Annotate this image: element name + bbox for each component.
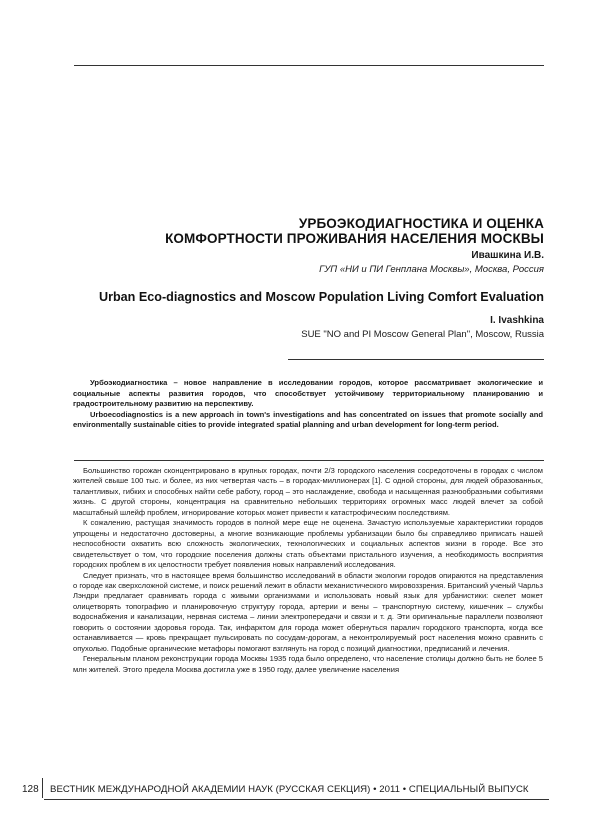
affiliation-en: SUE "NO and PI Moscow General Plan", Moscow, Russia bbox=[301, 329, 544, 340]
paragraph-4: Генеральным планом реконструкции города Москвы 1935 года было определено, что население столицы должно быть не более 5 млн жителей. Этого предела Москва достигла уже в 1950 году, далее увеличение населения bbox=[73, 654, 543, 674]
paragraph-1: Большинство горожан сконцентрировано в крупных городах, почти 2/3 городского населения сосредоточены в городах с числом жителей свыше 100 тыс. и более, из них четвертая часть – в городах-миллионерах [1]. С одной стороны, для людей образованных, талантливых, гибких и способных найти себе работу, город – это наслаждение, свобода и насыщенная разнообразными событиями жизнь. С другой стороны, концентрация на сравнительно небольших территориях огромных масс людей влечет за собой масштабный шлейф проблем, игнорирование которых может привести к катастрофическим последствиям. bbox=[73, 466, 543, 517]
abstract bbox=[73, 378, 543, 431]
footer-divider bbox=[42, 778, 43, 798]
abstract-rule bbox=[74, 460, 544, 461]
header-rule bbox=[288, 359, 544, 360]
author-ru: Ивашкина И.В. bbox=[471, 250, 544, 261]
abstract-en: Urboecodiagnostics is a new approach in town's investigations and has concentrated on issues that promote socially and environmentally sustainable cities to provide integrated spatial planning and urban development for long-term period. bbox=[73, 409, 543, 430]
paragraph-3: Следует признать, что в настоящее время большинство исследований в области экологии городов опираются на представления о городе как сверхсложной системе, и поиск решений лежит в области механистического мировоззрения. Британский ученый Чарльз Лэндри предлагает сравнивать города с живыми организмами и использовать новый язык для урбанистики: скелет может олицетворять топографию и планировочную структуру города, артерии и вены – транспортную систему, кишечник – службы водоснабжения и канализации, нервная система – линии электропередачи и связи и т. д. Эти оригинальные параллели позволяют говорить о состоянии здоровья города. Так, инфарктом для города может обернуться паралич городского транспорта, когда все останавливается — кровь прекращает пульсировать по сосудам-дорогам, а неконтролируемый рост населения можно сравнить с опухолью. Подобные органические метафоры помогают взглянуть на город с позиций диагностики, предписаний и лечения. bbox=[73, 570, 543, 653]
title-ru-line2: КОМФОРТНОСТИ ПРОЖИВАНИЯ НАСЕЛЕНИЯ МОСКВЫ bbox=[165, 231, 544, 246]
article-title-en: Urban Eco-diagnostics and Moscow Population Living Comfort Evaluation bbox=[98, 290, 544, 304]
journal-name: ВЕСТНИК МЕЖДУНАРОДНОЙ АКАДЕМИИ НАУК (РУССКАЯ СЕКЦИЯ) • 2011 • СПЕЦИАЛЬНЫЙ ВЫПУСК bbox=[50, 784, 529, 795]
body-text bbox=[73, 466, 543, 675]
title-ru-line1: УРБОЭКОДИАГНОСТИКА И ОЦЕНКА bbox=[298, 216, 544, 231]
top-rule bbox=[74, 65, 544, 66]
affiliation-ru: ГУП «НИ и ПИ Генплана Москвы», Москва, Россия bbox=[319, 264, 544, 275]
abstract-ru: Урбоэкодиагностика – новое направление в исследовании городов, которое рассматривает экологические и социальные аспекты развития городов, что способствует устойчивому территориальному планированию и градостроительному развитию на перспективу. bbox=[73, 378, 543, 409]
footer-rule bbox=[44, 799, 549, 800]
paragraph-2: К сожалению, растущая значимость городов в полной мере еще не оценена. Зачастую используемые характеристики городов упрощены и недостаточно достоверны, а многие возникающие проблемы урбанизации было бы справедливо приписать нашей неспособности охватить всю сложность экологических, технологических и социальных аспектов жизни в городе. Все это свидетельствует о том, что городские поселения должны стать объектами пристального изучения, а необходимость восприятия городских проблем в их целостности требует появления новых направлений исследования. bbox=[73, 518, 543, 570]
author-en: I. Ivashkina bbox=[490, 315, 544, 326]
article-title-ru bbox=[165, 216, 544, 246]
page-number: 128 bbox=[22, 784, 39, 795]
